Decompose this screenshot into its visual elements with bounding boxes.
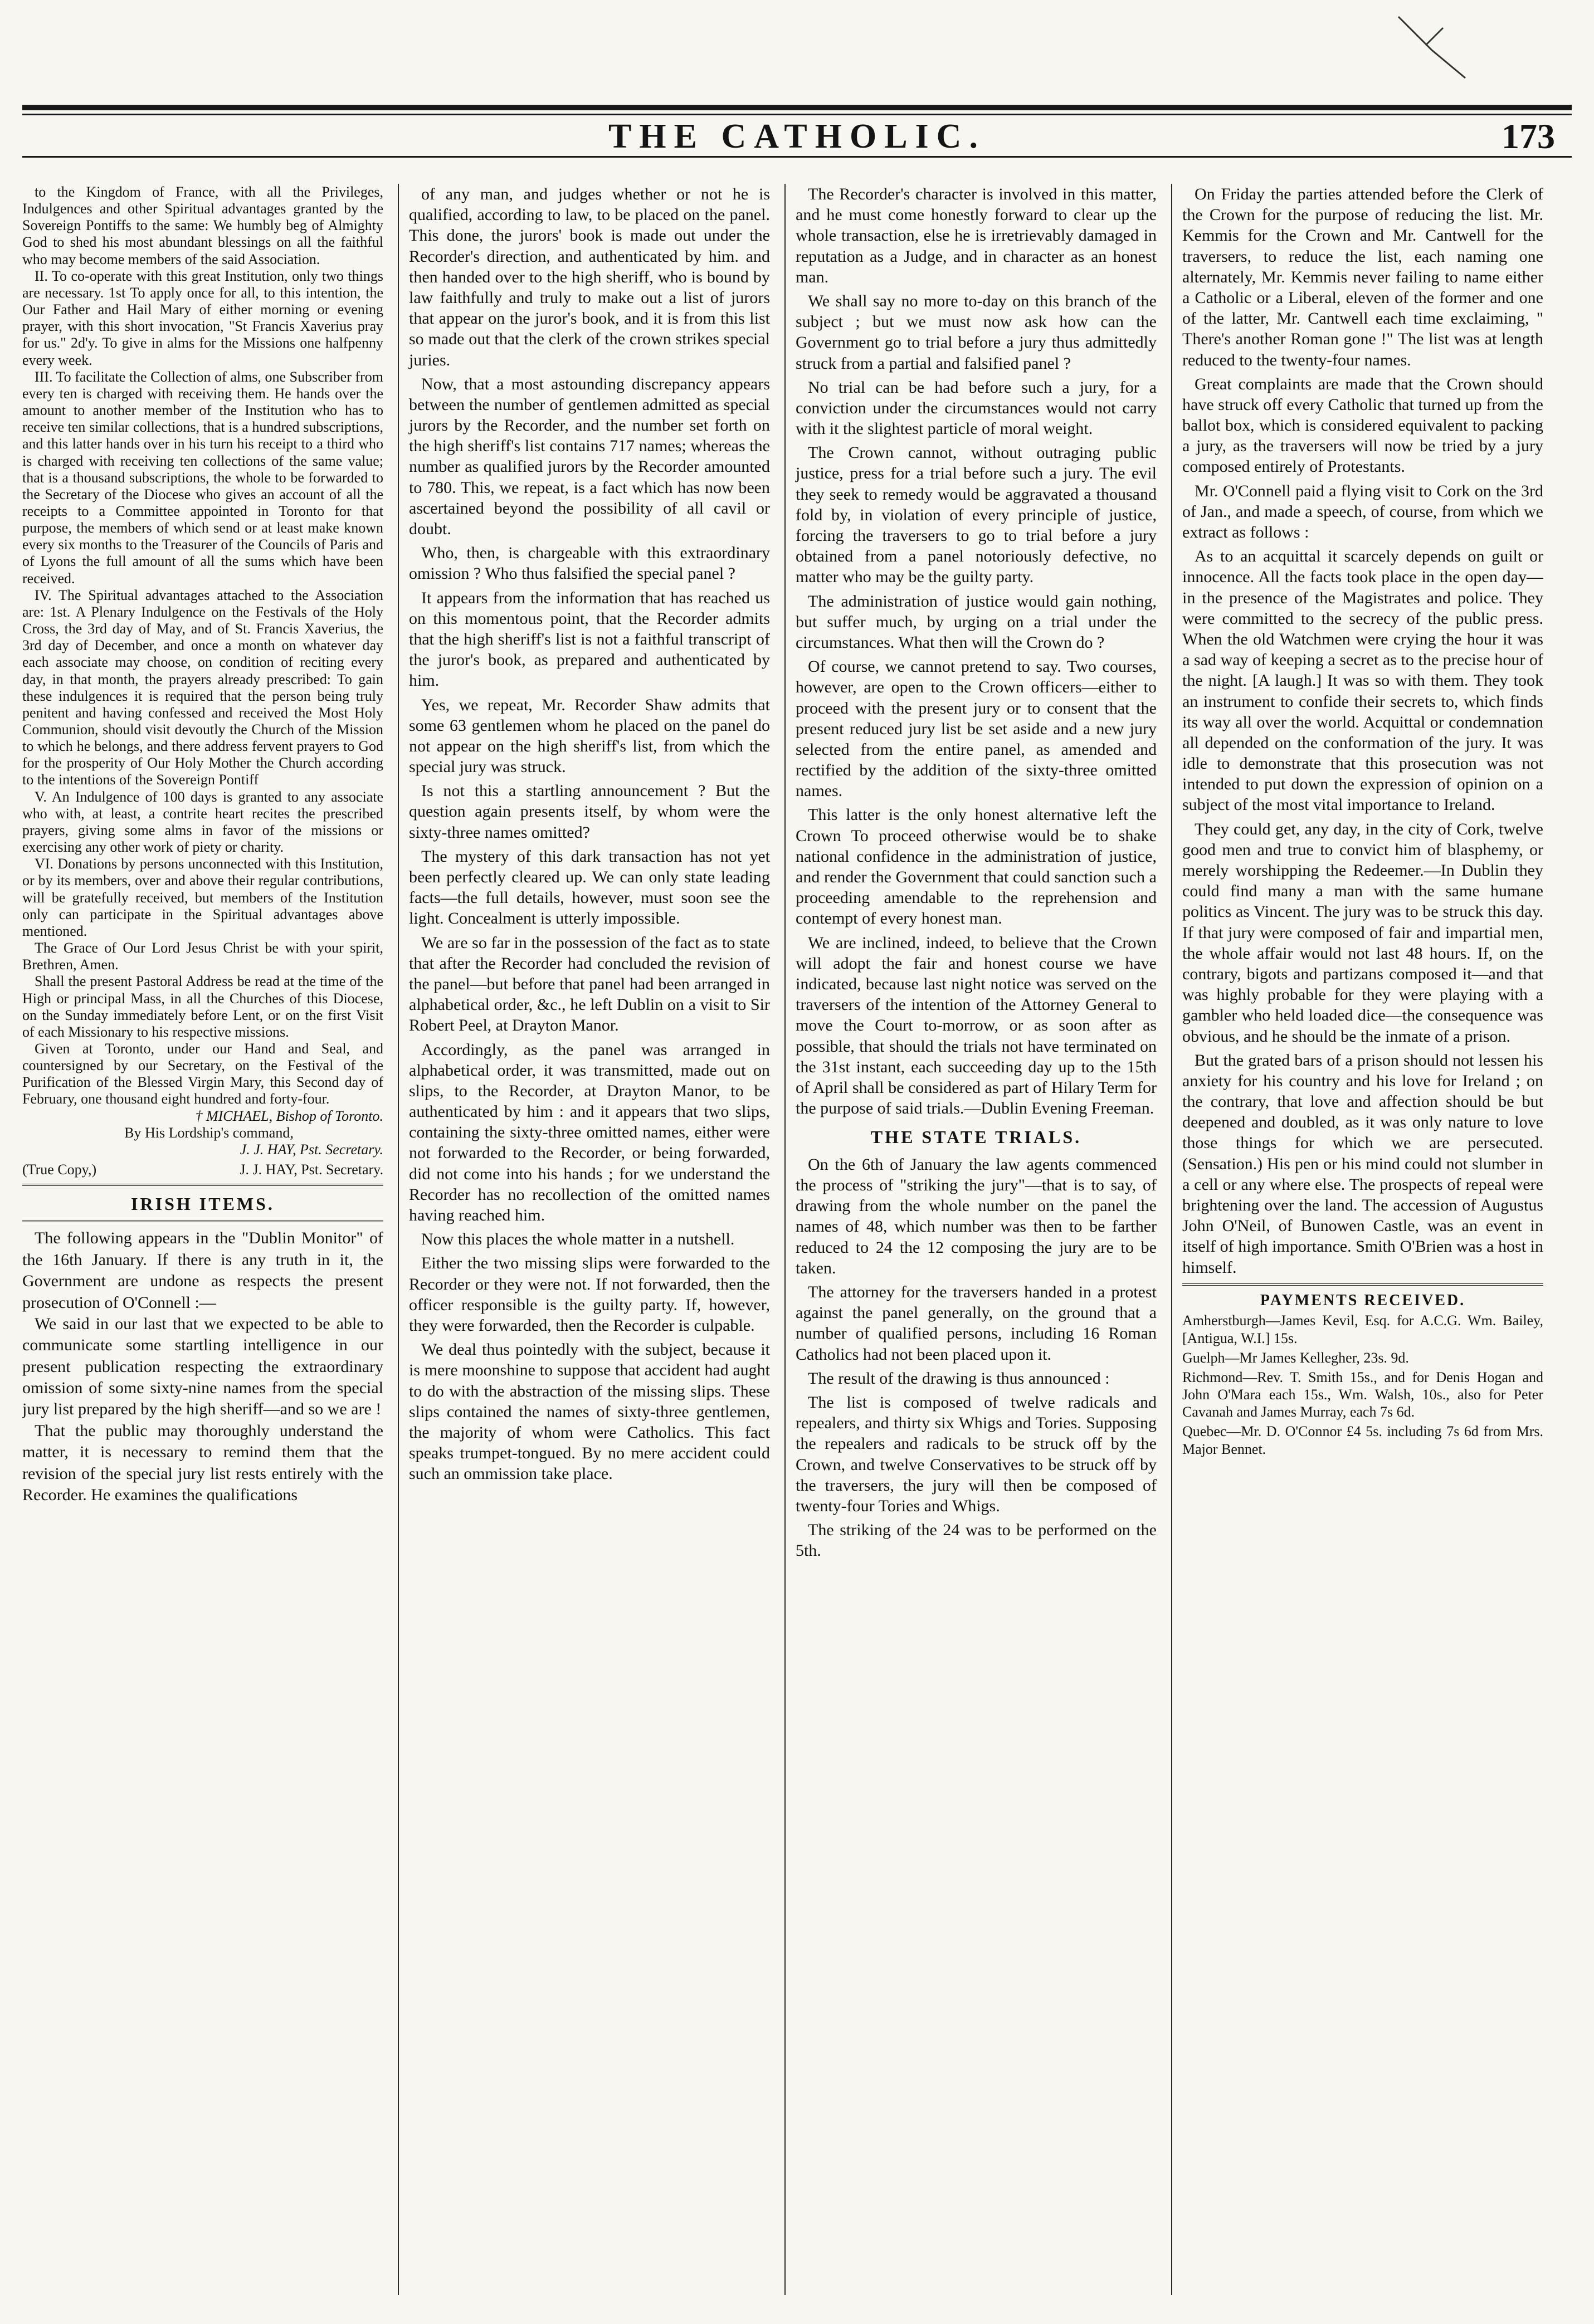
paragraph: This latter is the only honest alternative left the Crown To proceed otherwise would be to shake national confidence in the administration of justice, and render the Government that could sanction such a proceeding amendable to the reprehension and contempt of every honest man. <box>796 805 1157 928</box>
paragraph: Given at Toronto, under our Hand and Seal, and countersigned by our Secretary, on the Festival of the Purification of the Blessed Virgin Mary, this Second day of February, one thousand eight hundred and forty-four. <box>22 1040 383 1107</box>
payments-heading: PAYMENTS RECEIVED. <box>1260 1291 1466 1309</box>
section-divider <box>1182 1283 1543 1286</box>
true-copy-block <box>22 1161 383 1178</box>
state-trials-heading: THE STATE TRIALS. <box>870 1127 1082 1148</box>
paragraph: On the 6th of January the law agents commenced the process of "striking the jury"—that is to say, of drawing from the whole number on the panel the names of 48, which number was then to be farther reduced to 24 the 12 composing the jury are to be taken. <box>796 1155 1157 1277</box>
paragraph: Shall the present Pastoral Address be read at the time of the High or principal Mass, in all the Churches of this Diocese, on the Sunday immediately before Lent, or on the first Visit of each Missionary to his respective missions. <box>22 973 383 1040</box>
paragraph: The attorney for the traversers handed in a protest against the panel generally, on the ground that a number of qualified persons, including 16 Roman Catholics had not been placed upon it. <box>796 1283 1157 1364</box>
paragraph: The administration of justice would gain nothing, but suffer much, by urging on a trial under the circumstances. What then will the Crown do ? <box>796 592 1157 652</box>
paragraph: The Crown cannot, without outraging public justice, press for a trial before such a jury. The evil they seek to remedy would be aggravated a thousand fold by, in violation of every principle of justice, forcing the traversers to go to trial before a jury obtained from a panel notoriously defective, no matter who may be the guilty party. <box>796 443 1157 587</box>
paragraph: Accordingly, as the panel was arranged in alphabetical order, it was transmitted, made out on slips, to the Recorder, at Drayton Manor, to be authenticated by him : and it appears that two slips, containing the sixty-three omitted names, either were not forwarded to the Recorder, or being forwarded, did not come into his hands ; for we understand the Recorder has no recollection of the omitted names having reached him. <box>409 1040 770 1224</box>
top-rule <box>22 105 1572 110</box>
paragraph: II. To co-operate with this great Institution, only two things are necessary. 1st To apply once for all, to this intention, the Our Father and Hail Mary of either morning or evening prayer, with this short invocation, "St Francis Xaverius pray for us." 2d'y. To give in alms for the Missions one halfpenny every week. <box>22 267 383 368</box>
page-number: 173 <box>1502 116 1555 156</box>
paragraph: Yes, we repeat, Mr. Recorder Shaw admits that some 63 gentlemen whom he placed on the panel do not appear on the high sheriff's list, from which the special jury was struck. <box>409 695 770 777</box>
paragraph: As to an acquittal it scarcely depends on guilt or innocence. All the facts took place in the open day—in the presence of the Magistrates and police. They were committed to the secrecy of the public press. When the old Watchmen were crying the hour it was a sad way of keeping a secret as to the precise hour of the night. [A laugh.] It was so with them. They took an instrument to confide their secrets to, which finds its way all over the world. Acquittal or condemnation all depended on the conformation of the jury. It was idle to demonstrate that this prosecution was not intended to put down the expression of opinion on a subject of the most vital importance to Ireland. <box>1182 547 1543 814</box>
top-thin-rule <box>22 114 1572 115</box>
pencil-mark <box>1393 11 1471 89</box>
paragraph: The mystery of this dark transaction has not yet been perfectly cleared up. We can only state leading facts—the full details, however, must soon see the light. Concealment is utterly impossible. <box>409 847 770 928</box>
payment-entry: Richmond—Rev. T. Smith 15s., and for Denis Hogan and John O'Mara each 15s., Wm. Walsh, 10s., also for Peter Cavanah and James Murray, each 7s 6d. <box>1182 1369 1543 1420</box>
paragraph: The Recorder's character is involved in this matter, and he must come honestly forward to clear up the whole transaction, else he is irretrievably damaged in reputation as a Judge, and in character as an honest man. <box>796 185 1157 286</box>
paragraph: The result of the drawing is thus announced : <box>808 1369 1110 1388</box>
paragraph: Is not this a startling announcement ? But the question again presents itself, by whom were the sixty-three names omitted? <box>409 782 770 842</box>
section-divider <box>22 1184 383 1186</box>
true-copy-label: (True Copy,) <box>22 1161 97 1178</box>
paragraph: The list is composed of twelve radicals and repealers, and thirty six Whigs and Tories. Supposing the repealers and radicals to be struck off by the Crown, and twelve Conservatives to be struck off by the traversers, the jury will then be composed of twenty-four Tories and Whigs. <box>796 1393 1157 1515</box>
paragraph: We are inclined, indeed, to believe that the Crown will adopt the fair and honest course we have indicated, because last night notice was served on the traversers of the intention of the Attorney General to move the Court to-morrow, or as soon after as possible, that should the trials not have terminated on the 31st instant, each succeeding day up to the 15th of April shall be considered as part of Hilary Term for the purpose of said trials.—Dublin Evening Freeman. <box>796 933 1157 1118</box>
column-2 <box>398 184 770 2295</box>
command-line: By His Lordship's command, <box>124 1124 294 1141</box>
paragraph: We are so far in the possession of the fact as to state that after the Recorder had concluded the revision of the panel—but before that panel had been arranged in alphabetical order, &c., he left Dublin on a visit to Sir Robert Peel, at Drayton Manor. <box>409 933 770 1035</box>
paragraph: On Friday the parties attended before the Clerk of the Crown for the purpose of reducing the list. Mr. Kemmis for the Crown and Mr. Cantwell for the traversers, to reduce the list, each naming one alternately, Mr. Kemmis never failing to name either a Catholic or a Liberal, eleven of the former and one of the latter, Mr. Cantwell each time exclaiming, " There's another Roman gone !" The list was at length reduced to the twenty-four names. <box>1182 185 1543 369</box>
paragraph: of any man, and judges whether or not he is qualified, according to law, to be placed on the panel. This done, the jurors' book is made out under the Recorder's direction, and authenticated by him. and then handed over to the high sheriff, who is bound by law faithfully and truly to make out a list of jurors that appear on the juror's book, and it is from this list so made out that the clerk of the crown strikes special juries. <box>409 185 770 369</box>
paragraph: VI. Donations by persons unconnected with this Institution, or by its members, over and above their regular contributions, will be gratefully received, but members of the Institution only can participate in the Spiritual advantages above mentioned. <box>22 856 383 939</box>
paragraph: Now this places the whole matter in a nutshell. <box>421 1230 735 1249</box>
article-columns <box>22 184 1543 2295</box>
payments-received <box>1182 1291 1543 1458</box>
secretary-line-2: J. J. HAY, Pst. Secretary. <box>240 1161 383 1178</box>
paragraph: But the grated bars of a prison should not lessen his anxiety for his country and his love for Ireland ; on the contrary, that love and affection should be but deepened and doubled, as it was only nature to love those things for which we are persecuted. (Sensation.) His pen or his mind could not slumber in a cell or any where else. The prospects of repeal were brightening over the land. The accession of Augustus John O'Neil, of Bunowen Castle, was an event in itself of high importance. Smith O'Brien was a host in himself. <box>1182 1051 1543 1277</box>
paragraph: No trial can be had before such a jury, for a conviction under the circumstances would not carry with it the slightest particle of moral weight. <box>796 378 1157 438</box>
paragraph: We deal thus pointedly with the subject, because it is mere moonshine to suppose that accident had aught to do with the abstraction of the missing slips. These slips contained the names of sixty-three gentlemen, the majority of whom were Catholics. This fact speaks trumpet-tongued. By no mere accident could such an ommission take place. <box>409 1340 770 1483</box>
paragraph: It appears from the information that has reached us on this momentous point, that the Recorder admits that the high sheriff's list is not a faithful transcript of the juror's book, as prepared and authenticated by him. <box>409 588 770 690</box>
irish-items-heading: IRISH ITEMS. <box>131 1194 275 1214</box>
paragraph: Mr. O'Connell paid a flying visit to Cork on the 3rd of Jan., and made a speech, of course, from which we extract as follows : <box>1182 481 1543 541</box>
bottom-rule <box>22 156 1572 158</box>
paragraph: III. To facilitate the Collection of alms, one Subscriber from every ten is charged with receiving them. He hands over the amount to another member of the Institution who has to receive ten similar collections, that is a hundred subscriptions, and this latter hands over in his turn his receipt to a third who is charged with receiving ten collections of the same value; that is a thousand subscriptions, the whole to be forwarded to the Secretary of the Diocese who gives an account of all the receipts to a Committee appointed in Toronto for that purpose, the members of which send or at least make known every six months to the Treasurer of the Councils of Paris and of Lyons the full amount of all the sums which have been received. <box>22 368 383 587</box>
paragraph: to the Kingdom of France, with all the Privileges, Indulgences and other Spiritual advantages granted by the Sovereign Pontiffs to the same: We humbly beg of Almighty God to shed his most abundant blessings on all the faithful who may become members of the said Association. <box>22 184 383 267</box>
column-3 <box>784 184 1157 2295</box>
paragraph: V. An Indulgence of 100 days is granted to any associate who with, at least, a contrite heart recites the prescribed prayers, giving some alms in favor of the missions or exercising any other work of piety or charity. <box>22 788 383 856</box>
payment-entry: Quebec—Mr. D. O'Connor £4 5s. including 7s 6d from Mrs. Major Bennet. <box>1182 1423 1543 1457</box>
paragraph: We said in our last that we expected to be able to communicate some startling intelligence in our present publication respecting the extraordinary omission of some sixty-nine names from the special jury list prepared by the high sheriff—and so we are ! <box>22 1314 383 1419</box>
paragraph: The following appears in the "Dublin Monitor" of the 16th January. If there is any truth in it, the Government are undone as respects the present prosecution of O'Connell :— <box>22 1229 383 1312</box>
bishop-signature: † MICHAEL, Bishop of Toronto. <box>195 1107 383 1124</box>
column-4 <box>1171 184 1543 2295</box>
paragraph: We shall say no more to-day on this branch of the subject ; but we must now ask how can the Government go to trial before a jury thus admittedly struck from a partial and falsified panel ? <box>796 291 1157 373</box>
column-1 <box>22 184 383 2295</box>
paragraph: The striking of the 24 was to be performed on the 5th. <box>796 1521 1157 1560</box>
secretary-line: J. J. HAY, Pst. Secretary. <box>240 1141 383 1158</box>
payment-entry: Guelph—Mr James Kellegher, 23s. 9d. <box>1182 1349 1409 1366</box>
paragraph: Of course, we cannot pretend to say. Two courses, however, are open to the Crown officers—either to proceed with the present jury or to consent that the present reduced jury list be set aside and a new jury selected from the entire panel, as amended and rectified by the addition of the sixty-three omitted names. <box>796 657 1157 800</box>
masthead <box>22 100 1572 162</box>
section-divider <box>22 1220 383 1222</box>
paragraph: The Grace of Our Lord Jesus Christ be with your spirit, Brethren, Amen. <box>22 940 383 973</box>
paragraph: Either the two missing slips were forwarded to the Recorder or they were not. If not forwarded, then the officer responsible is the guilty party. If, however, they were forwarded, then the Recorder is culpable. <box>409 1254 770 1335</box>
paragraph: Great complaints are made that the Crown should have struck off every Catholic that turned up from the ballot box, which is considered equivalent to packing a jury, as the traversers will now be tried by a jury composed entirely of Protestants. <box>1182 374 1543 476</box>
paragraph: Now, that a most astounding discrepancy appears between the number of gentlemen admitted as special jurors by the Recorder, and the number set forth on the high sheriff's list contains 717 names; whereas the number as qualified jurors by the Recorder amounted to 780. This, we repeat, is a fact which has now been ascertained beyond the possibility of all cavil or doubt. <box>409 374 770 538</box>
paragraph: They could get, any day, in the city of Cork, twelve good men and true to convict him of blasphemy, or merely worshipping the Redeemer.—In Dublin they could find many a man with the same humane politics as Vincent. The jury was to be struck this day. If that jury were composed of fair and impartial men, the whole affair would not last 48 hours. If, on the contrary, bigots and partizans composed it—and that was highly probable for they were playing with a gambler who held loaded dice—the consequence was obvious, and he should be the inmate of a prison. <box>1182 819 1543 1046</box>
paragraph: Who, then, is chargeable with this extraordinary omission ? Who thus falsified the special panel ? <box>409 544 770 583</box>
payment-entry: Amherstburgh—James Kevil, Esq. for A.C.G. Wm. Bailey, [Antigua, W.I.] 15s. <box>1182 1312 1543 1346</box>
paragraph: IV. The Spiritual advantages attached to the Association are: 1st. A Plenary Indulgence on the Festivals of the Holy Cross, the 3rd day of May, and of St. Francis Xaverius, the 3rd day of December, and once a month on whatever day each associate may choose, on condition of reciting every day, in that month, the prayers already prescribed: To gain these indulgences it is required that the person being truly penitent and having confessed and received the Most Holy Communion, should visit devoutly the Church of the Mission to which he belongs, and there address fervent prayers to God for the prosperity of Our Holy Mother the Church according to the intentions of the Sovereign Pontiff <box>22 587 383 788</box>
paper-title: THE CATHOLIC. <box>608 118 986 155</box>
paragraph: That the public may thoroughly understand the matter, it is necessary to remind them that the revision of the special jury list rests entirely with the Recorder. He examines the qualifications <box>22 1421 383 1505</box>
